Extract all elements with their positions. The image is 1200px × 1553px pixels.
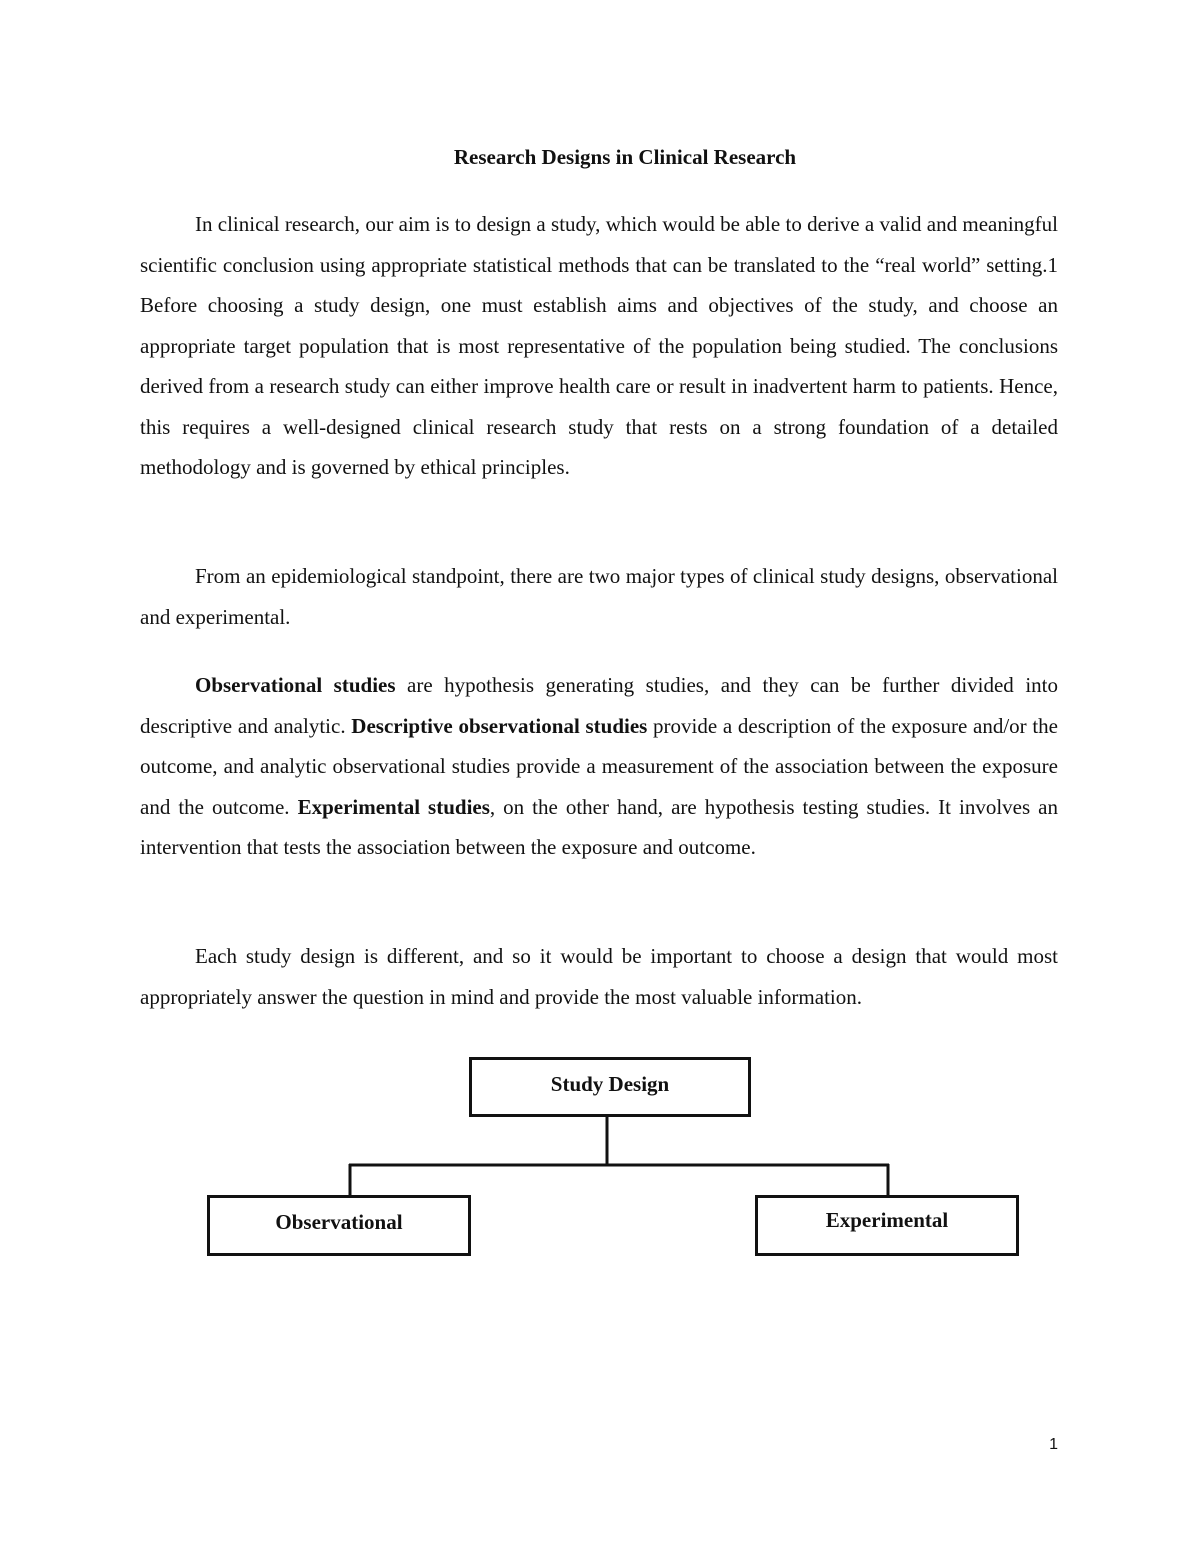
document-title: Research Designs in Clinical Research <box>453 145 797 169</box>
paragraph-intro: In clinical research, our aim is to design a study, which would be able to derive a valid and meaningful scientific conclusion using appropriate statistical methods that can be translated to the “real world” setting.1 Before choosing a study design, one must establish aims and objectives of the study, and choose an appropriate target population that is most representative of the population being studied. The conclusions derived from a research study can either improve health care or result in inadvertent harm to patients. Hence, this requires a well-designed clinical research study that rests on a strong foundation of a detailed methodology and is governed by ethical principles. <box>140 212 1058 479</box>
term-experimental-studies: Experimental studies <box>297 794 490 819</box>
paragraph-choosing-design: Each study design is different, and so it would be important to choose a design that would most appropriately answer the question in mind and provide the most valuable information. <box>140 944 1058 1009</box>
paragraph-study-types: From an epidemiological standpoint, there are two major types of clinical study designs, observational and experimental. <box>140 564 1058 629</box>
term-observational-studies: Observational studies <box>195 673 396 697</box>
diagram-label-observational: Observational <box>275 1210 403 1234</box>
diagram-box-observational <box>207 1195 471 1256</box>
paragraph3-text-2: provide a description of the exposure and/or the outcome, and analytic observational studies provide a measurement of the association between the exposure and the outcome. <box>140 713 1058 819</box>
paragraph-observational-experimental <box>140 665 1058 868</box>
paragraph3-text-1: are hypothesis generating studies, and they can be further divided into descriptive and analytic. <box>140 673 1058 738</box>
term-descriptive-observational-studies: Descriptive observational studies <box>351 713 648 738</box>
diagram-box-study-design <box>469 1057 751 1117</box>
diagram-label-study-design: Study Design <box>550 1072 670 1096</box>
diagram-label-experimental: Experimental <box>825 1208 949 1232</box>
paragraph3-text-3: , on the other hand, are hypothesis testing studies. It involves an intervention that tests the association between the exposure and outcome. <box>140 794 1058 859</box>
page-number: 1 <box>1049 1436 1058 1453</box>
diagram-box-experimental <box>755 1195 1019 1256</box>
